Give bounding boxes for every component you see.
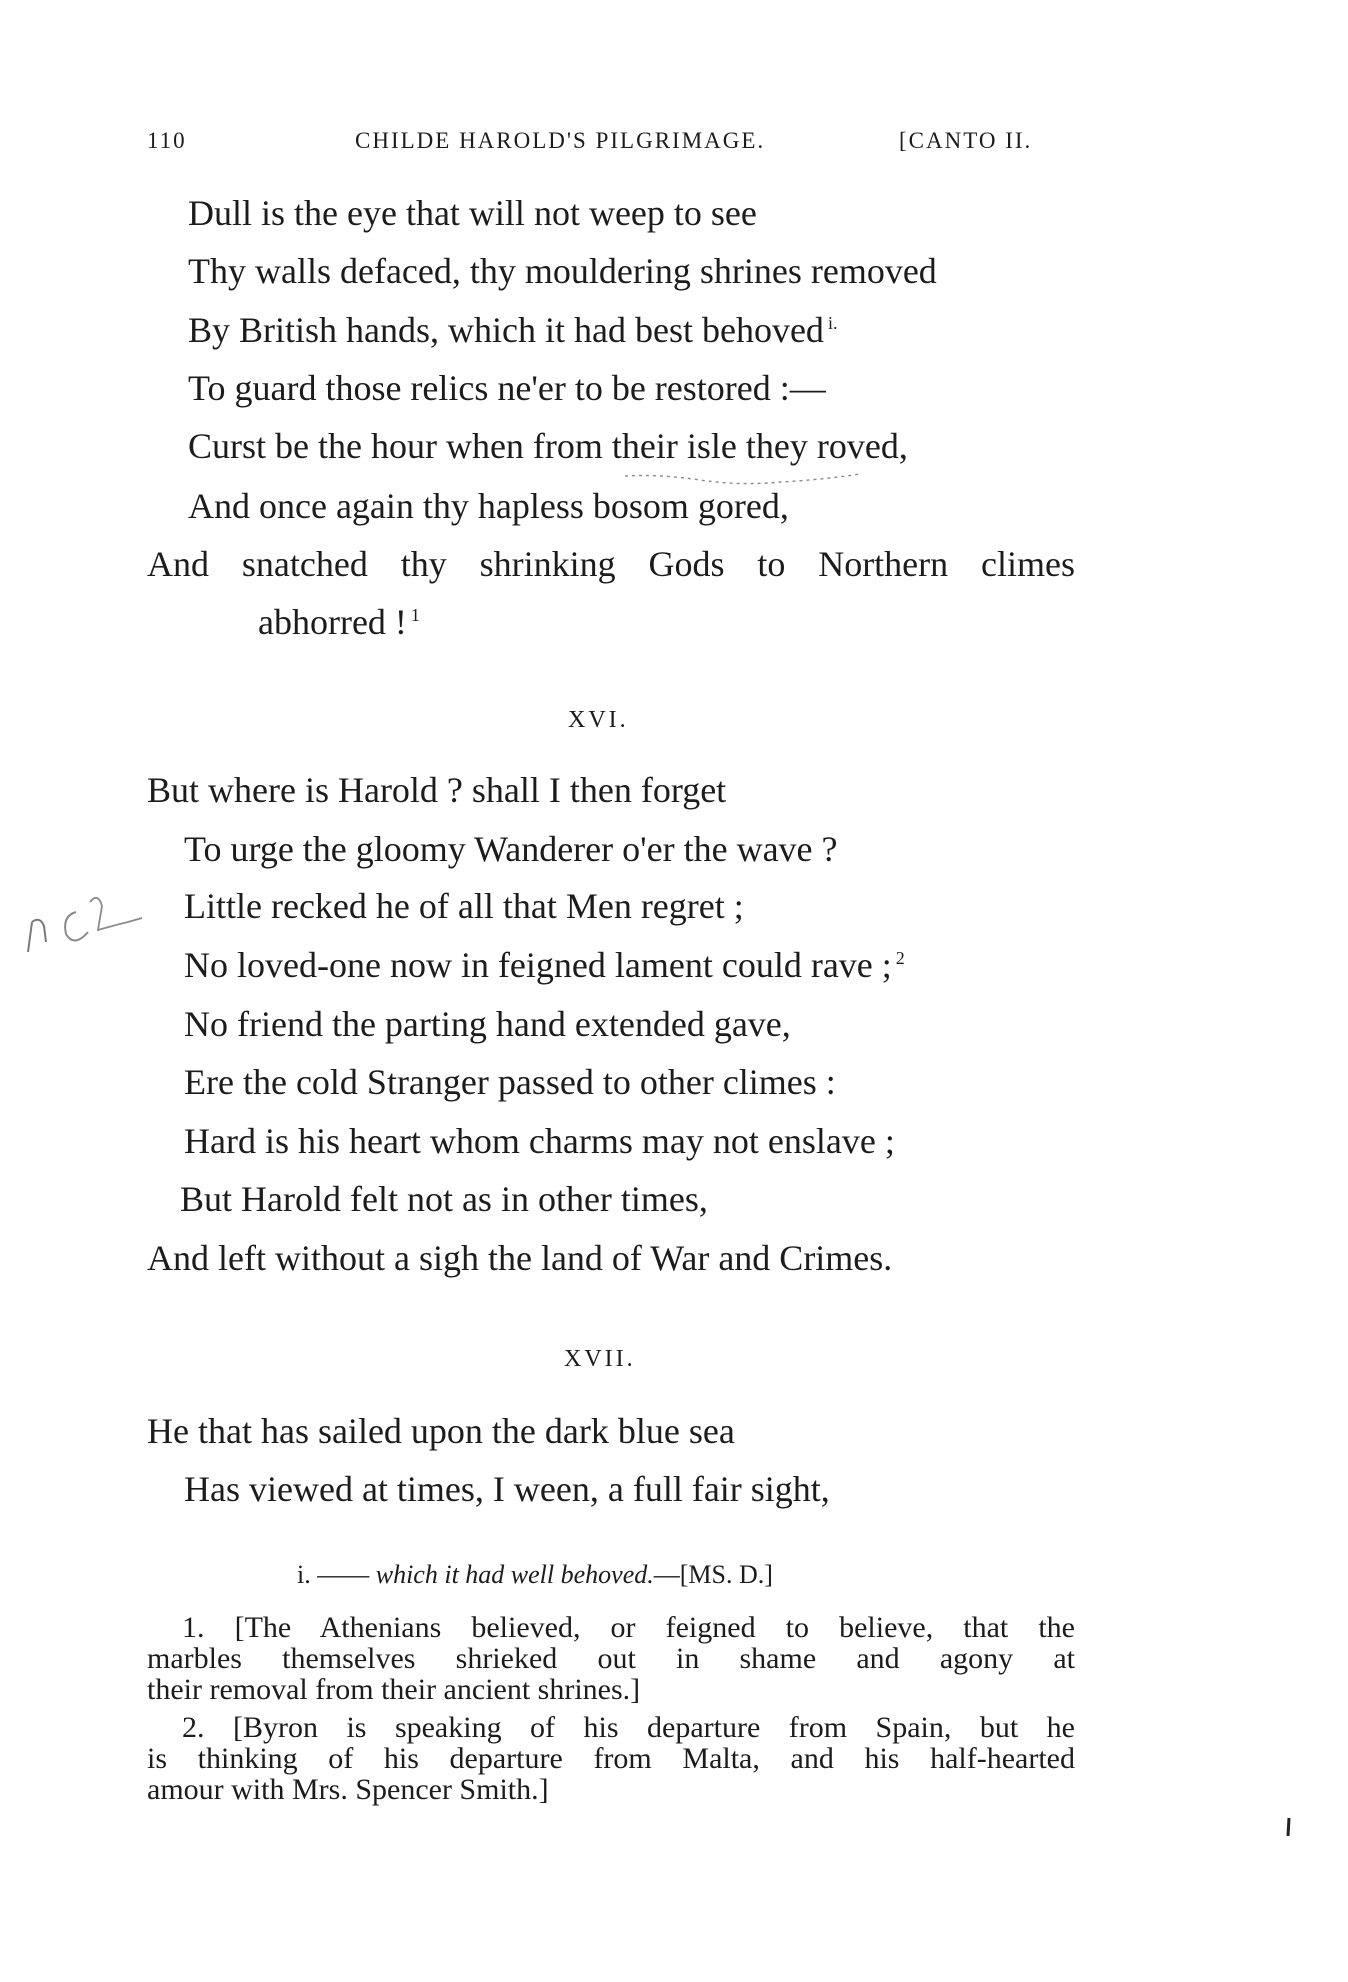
verse-text: By British hands, which it had best behoved bbox=[188, 310, 824, 350]
ink-speck bbox=[1284, 1816, 1294, 1838]
verse-line: Hard is his heart whom charms may not enslave ; bbox=[184, 1121, 895, 1161]
stanza-number: XVII. bbox=[564, 1346, 636, 1372]
variant-text: which it had well behoved. bbox=[375, 1560, 654, 1589]
verse-line: He that has sailed upon the dark blue sea bbox=[147, 1411, 735, 1451]
variant-label: i. bbox=[297, 1560, 311, 1589]
verse-line: Ere the cold Stranger passed to other climes : bbox=[184, 1062, 836, 1102]
alexandrine-line: And snatched thy shrinking Gods to Northern climes bbox=[147, 544, 1075, 584]
handwritten-margin-annotation bbox=[18, 882, 168, 962]
variant-dash: —— bbox=[317, 1560, 370, 1589]
verse-line: But Harold felt not as in other times, bbox=[180, 1179, 708, 1219]
footnote-reference-mark: 1 bbox=[410, 605, 420, 625]
verse-line: To guard those relics ne'er to be restored :— bbox=[188, 368, 826, 408]
verse-line: But where is Harold ? shall I then forget bbox=[147, 770, 727, 810]
footnote-1-line: marbles themselves shrieked out in shame and agony at bbox=[147, 1642, 1075, 1675]
footnote-1-line: 1. [The Athenians believed, or feigned to believe, that the bbox=[182, 1611, 1075, 1644]
verse-line: Curst be the hour when from their isle they roved, bbox=[188, 426, 908, 466]
verse-line: No friend the parting hand extended gave, bbox=[184, 1004, 791, 1044]
verse-text: abhorred ! bbox=[258, 602, 407, 642]
running-title: CHILDE HAROLD'S PILGRIMAGE. bbox=[355, 128, 766, 153]
footnote-2-line: is thinking of his departure from Malta, and his half-hearted bbox=[147, 1742, 1075, 1775]
variant-footnote bbox=[297, 1560, 773, 1590]
verse-line: Little recked he of all that Men regret ; bbox=[184, 886, 744, 926]
footnote-reference-mark: 2 bbox=[895, 948, 905, 968]
canto-label: [CANTO II. bbox=[899, 128, 1033, 153]
verse-line: To urge the gloomy Wanderer o'er the wave ? bbox=[184, 829, 838, 869]
verse-text: No loved-one now in feigned lament could rave ; bbox=[184, 945, 892, 985]
footnote-2-line: 2. [Byron is speaking of his departure from Spain, but he bbox=[182, 1711, 1075, 1744]
variant-reference-mark: i. bbox=[827, 313, 838, 333]
verse-line: Thy walls defaced, thy mouldering shrines removed bbox=[188, 251, 937, 291]
verse-line: And left without a sigh the land of War and Crimes. bbox=[147, 1238, 893, 1278]
footnote-1-line: their removal from their ancient shrines.] bbox=[147, 1673, 641, 1706]
variant-source: —[MS. D.] bbox=[653, 1560, 773, 1589]
verse-line bbox=[188, 308, 837, 352]
running-head bbox=[147, 128, 1077, 168]
verse-line: Dull is the eye that will not weep to see bbox=[188, 193, 757, 233]
page-number: 110 bbox=[147, 128, 187, 153]
verse-line: Has viewed at times, I ween, a full fair sight, bbox=[184, 1469, 830, 1509]
stanza-number: XVI. bbox=[568, 707, 629, 733]
footnote-2-line: amour with Mrs. Spencer Smith.] bbox=[147, 1773, 549, 1806]
verse-line: And once again thy hapless bosom gored, bbox=[188, 486, 789, 526]
verse-line bbox=[184, 943, 905, 987]
verse-line-continuation bbox=[258, 600, 420, 644]
pencil-underline-mark bbox=[620, 468, 870, 488]
